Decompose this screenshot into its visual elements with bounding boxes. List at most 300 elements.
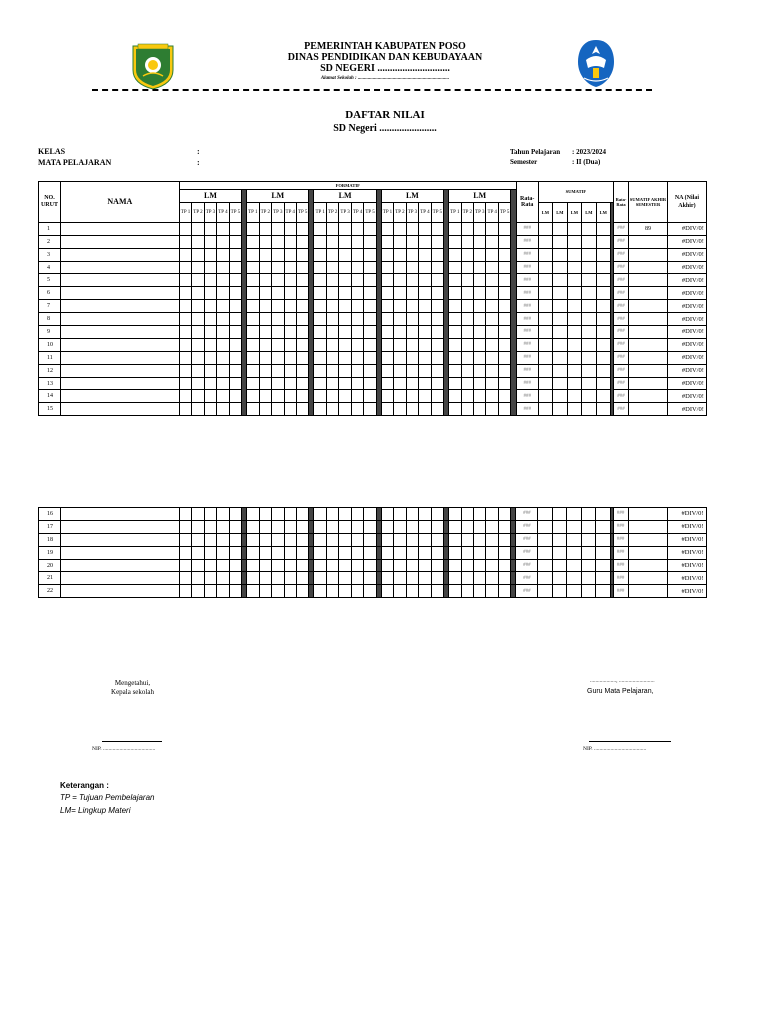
tp-score-cell[interactable] xyxy=(364,261,376,274)
tp-score-cell[interactable] xyxy=(351,300,363,313)
sumatif-lm-cell[interactable] xyxy=(582,403,596,416)
sumatif-lm-cell[interactable] xyxy=(582,338,596,351)
tp-score-cell[interactable] xyxy=(461,377,473,390)
tp-score-cell[interactable] xyxy=(284,520,296,533)
tp-score-cell[interactable] xyxy=(351,338,363,351)
tp-score-cell[interactable] xyxy=(204,520,216,533)
sumatif-lm-cell[interactable] xyxy=(582,261,596,274)
tp-score-cell[interactable] xyxy=(314,287,326,300)
student-name-cell[interactable] xyxy=(60,248,179,261)
tp-score-cell[interactable] xyxy=(179,326,191,339)
sumatif-lm-cell[interactable] xyxy=(596,585,610,598)
tp-score-cell[interactable] xyxy=(486,585,498,598)
tp-score-cell[interactable] xyxy=(284,287,296,300)
tp-score-cell[interactable] xyxy=(247,313,259,326)
tp-score-cell[interactable] xyxy=(394,287,406,300)
sumatif-lm-cell[interactable] xyxy=(552,508,566,521)
sumatif-lm-cell[interactable] xyxy=(538,533,552,546)
tp-score-cell[interactable] xyxy=(259,274,271,287)
tp-score-cell[interactable] xyxy=(486,390,498,403)
tp-score-cell[interactable] xyxy=(474,585,486,598)
sumatif-lm-cell[interactable] xyxy=(538,313,552,326)
tp-score-cell[interactable] xyxy=(461,326,473,339)
student-name-cell[interactable] xyxy=(60,235,179,248)
tp-score-cell[interactable] xyxy=(314,235,326,248)
tp-score-cell[interactable] xyxy=(179,546,191,559)
tp-score-cell[interactable] xyxy=(272,585,284,598)
tp-score-cell[interactable] xyxy=(474,364,486,377)
sumatif-lm-cell[interactable] xyxy=(553,338,567,351)
tp-score-cell[interactable] xyxy=(381,364,393,377)
tp-score-cell[interactable] xyxy=(431,222,443,235)
sumatif-lm-cell[interactable] xyxy=(596,222,610,235)
tp-score-cell[interactable] xyxy=(247,287,259,300)
sumatif-lm-cell[interactable] xyxy=(582,326,596,339)
tp-score-cell[interactable] xyxy=(326,222,338,235)
tp-score-cell[interactable] xyxy=(364,390,376,403)
student-name-cell[interactable] xyxy=(60,559,179,572)
tp-score-cell[interactable] xyxy=(179,572,191,585)
tp-score-cell[interactable] xyxy=(431,508,443,521)
tp-score-cell[interactable] xyxy=(419,313,431,326)
sumatif-lm-cell[interactable] xyxy=(596,235,610,248)
sumatif-lm-cell[interactable] xyxy=(553,403,567,416)
tp-score-cell[interactable] xyxy=(284,403,296,416)
tp-score-cell[interactable] xyxy=(247,559,259,572)
tp-score-cell[interactable] xyxy=(284,248,296,261)
tp-score-cell[interactable] xyxy=(474,261,486,274)
tp-score-cell[interactable] xyxy=(394,546,406,559)
tp-score-cell[interactable] xyxy=(381,572,393,585)
tp-score-cell[interactable] xyxy=(259,403,271,416)
tp-score-cell[interactable] xyxy=(406,390,418,403)
tp-score-cell[interactable] xyxy=(229,351,241,364)
tp-score-cell[interactable] xyxy=(192,248,204,261)
sas-cell[interactable] xyxy=(628,520,667,533)
tp-score-cell[interactable] xyxy=(449,287,461,300)
tp-score-cell[interactable] xyxy=(449,533,461,546)
sas-cell[interactable] xyxy=(629,313,668,326)
tp-score-cell[interactable] xyxy=(192,235,204,248)
sumatif-lm-cell[interactable] xyxy=(581,585,595,598)
tp-score-cell[interactable] xyxy=(394,261,406,274)
tp-score-cell[interactable] xyxy=(419,287,431,300)
sumatif-lm-cell[interactable] xyxy=(552,520,566,533)
tp-score-cell[interactable] xyxy=(217,261,229,274)
tp-score-cell[interactable] xyxy=(192,287,204,300)
tp-score-cell[interactable] xyxy=(326,300,338,313)
tp-score-cell[interactable] xyxy=(498,313,510,326)
sumatif-lm-cell[interactable] xyxy=(567,313,581,326)
sumatif-lm-cell[interactable] xyxy=(596,300,610,313)
tp-score-cell[interactable] xyxy=(486,248,498,261)
tp-score-cell[interactable] xyxy=(217,300,229,313)
sumatif-lm-cell[interactable] xyxy=(538,261,552,274)
tp-score-cell[interactable] xyxy=(486,261,498,274)
tp-score-cell[interactable] xyxy=(259,520,271,533)
sumatif-lm-cell[interactable] xyxy=(596,313,610,326)
tp-score-cell[interactable] xyxy=(351,585,363,598)
tp-score-cell[interactable] xyxy=(474,274,486,287)
sumatif-lm-cell[interactable] xyxy=(538,546,552,559)
sas-cell[interactable]: 89 xyxy=(629,222,668,235)
tp-score-cell[interactable] xyxy=(229,533,241,546)
tp-score-cell[interactable] xyxy=(296,287,308,300)
tp-score-cell[interactable] xyxy=(326,287,338,300)
student-name-cell[interactable] xyxy=(60,390,179,403)
tp-score-cell[interactable] xyxy=(217,222,229,235)
sumatif-lm-cell[interactable] xyxy=(581,559,595,572)
sumatif-lm-cell[interactable] xyxy=(567,520,581,533)
sumatif-lm-cell[interactable] xyxy=(582,248,596,261)
tp-score-cell[interactable] xyxy=(474,300,486,313)
tp-score-cell[interactable] xyxy=(351,559,363,572)
tp-score-cell[interactable] xyxy=(406,403,418,416)
tp-score-cell[interactable] xyxy=(272,235,284,248)
tp-score-cell[interactable] xyxy=(419,390,431,403)
sumatif-lm-cell[interactable] xyxy=(552,559,566,572)
tp-score-cell[interactable] xyxy=(364,364,376,377)
tp-score-cell[interactable] xyxy=(259,300,271,313)
tp-score-cell[interactable] xyxy=(364,520,376,533)
sumatif-lm-cell[interactable] xyxy=(582,222,596,235)
tp-score-cell[interactable] xyxy=(431,520,443,533)
tp-score-cell[interactable] xyxy=(498,559,510,572)
sumatif-lm-cell[interactable] xyxy=(567,222,581,235)
tp-score-cell[interactable] xyxy=(284,546,296,559)
sumatif-lm-cell[interactable] xyxy=(538,274,552,287)
sumatif-lm-cell[interactable] xyxy=(553,287,567,300)
tp-score-cell[interactable] xyxy=(272,351,284,364)
tp-score-cell[interactable] xyxy=(431,377,443,390)
tp-score-cell[interactable] xyxy=(461,546,473,559)
tp-score-cell[interactable] xyxy=(229,300,241,313)
tp-score-cell[interactable] xyxy=(217,533,229,546)
sumatif-lm-cell[interactable] xyxy=(538,559,552,572)
student-name-cell[interactable] xyxy=(60,520,179,533)
tp-score-cell[interactable] xyxy=(381,403,393,416)
tp-score-cell[interactable] xyxy=(179,351,191,364)
tp-score-cell[interactable] xyxy=(326,585,338,598)
tp-score-cell[interactable] xyxy=(474,313,486,326)
tp-score-cell[interactable] xyxy=(314,222,326,235)
sumatif-lm-cell[interactable] xyxy=(596,559,610,572)
tp-score-cell[interactable] xyxy=(394,222,406,235)
tp-score-cell[interactable] xyxy=(419,261,431,274)
tp-score-cell[interactable] xyxy=(326,572,338,585)
tp-score-cell[interactable] xyxy=(461,338,473,351)
tp-score-cell[interactable] xyxy=(179,274,191,287)
tp-score-cell[interactable] xyxy=(314,364,326,377)
tp-score-cell[interactable] xyxy=(419,377,431,390)
tp-score-cell[interactable] xyxy=(229,313,241,326)
tp-score-cell[interactable] xyxy=(351,351,363,364)
sumatif-lm-cell[interactable] xyxy=(582,364,596,377)
sumatif-lm-cell[interactable] xyxy=(538,326,552,339)
sumatif-lm-cell[interactable] xyxy=(552,572,566,585)
tp-score-cell[interactable] xyxy=(296,235,308,248)
tp-score-cell[interactable] xyxy=(296,326,308,339)
tp-score-cell[interactable] xyxy=(179,338,191,351)
tp-score-cell[interactable] xyxy=(204,546,216,559)
tp-score-cell[interactable] xyxy=(394,364,406,377)
tp-score-cell[interactable] xyxy=(364,403,376,416)
tp-score-cell[interactable] xyxy=(449,248,461,261)
tp-score-cell[interactable] xyxy=(449,274,461,287)
tp-score-cell[interactable] xyxy=(461,533,473,546)
tp-score-cell[interactable] xyxy=(272,533,284,546)
tp-score-cell[interactable] xyxy=(406,235,418,248)
tp-score-cell[interactable] xyxy=(296,364,308,377)
tp-score-cell[interactable] xyxy=(229,364,241,377)
tp-score-cell[interactable] xyxy=(229,559,241,572)
tp-score-cell[interactable] xyxy=(474,326,486,339)
tp-score-cell[interactable] xyxy=(179,313,191,326)
tp-score-cell[interactable] xyxy=(419,585,431,598)
tp-score-cell[interactable] xyxy=(498,546,510,559)
tp-score-cell[interactable] xyxy=(247,572,259,585)
tp-score-cell[interactable] xyxy=(351,572,363,585)
tp-score-cell[interactable] xyxy=(474,520,486,533)
tp-score-cell[interactable] xyxy=(351,313,363,326)
tp-score-cell[interactable] xyxy=(364,377,376,390)
tp-score-cell[interactable] xyxy=(272,403,284,416)
sumatif-lm-cell[interactable] xyxy=(567,546,581,559)
sumatif-lm-cell[interactable] xyxy=(596,326,610,339)
tp-score-cell[interactable] xyxy=(394,248,406,261)
tp-score-cell[interactable] xyxy=(406,300,418,313)
tp-score-cell[interactable] xyxy=(272,222,284,235)
tp-score-cell[interactable] xyxy=(296,313,308,326)
tp-score-cell[interactable] xyxy=(314,351,326,364)
sumatif-lm-cell[interactable] xyxy=(567,326,581,339)
tp-score-cell[interactable] xyxy=(247,222,259,235)
tp-score-cell[interactable] xyxy=(419,559,431,572)
tp-score-cell[interactable] xyxy=(431,287,443,300)
tp-score-cell[interactable] xyxy=(474,235,486,248)
sumatif-lm-cell[interactable] xyxy=(596,248,610,261)
tp-score-cell[interactable] xyxy=(247,585,259,598)
tp-score-cell[interactable] xyxy=(284,364,296,377)
sumatif-lm-cell[interactable] xyxy=(553,377,567,390)
tp-score-cell[interactable] xyxy=(314,559,326,572)
sumatif-lm-cell[interactable] xyxy=(596,287,610,300)
tp-score-cell[interactable] xyxy=(326,326,338,339)
sas-cell[interactable] xyxy=(629,351,668,364)
tp-score-cell[interactable] xyxy=(179,533,191,546)
tp-score-cell[interactable] xyxy=(431,390,443,403)
sas-cell[interactable] xyxy=(629,300,668,313)
tp-score-cell[interactable] xyxy=(486,274,498,287)
tp-score-cell[interactable] xyxy=(461,313,473,326)
tp-score-cell[interactable] xyxy=(247,338,259,351)
tp-score-cell[interactable] xyxy=(204,508,216,521)
tp-score-cell[interactable] xyxy=(381,326,393,339)
tp-score-cell[interactable] xyxy=(284,377,296,390)
student-name-cell[interactable] xyxy=(60,287,179,300)
tp-score-cell[interactable] xyxy=(449,300,461,313)
tp-score-cell[interactable] xyxy=(259,222,271,235)
tp-score-cell[interactable] xyxy=(449,403,461,416)
tp-score-cell[interactable] xyxy=(296,300,308,313)
tp-score-cell[interactable] xyxy=(406,313,418,326)
tp-score-cell[interactable] xyxy=(364,300,376,313)
tp-score-cell[interactable] xyxy=(406,287,418,300)
sumatif-lm-cell[interactable] xyxy=(552,546,566,559)
sas-cell[interactable] xyxy=(628,533,667,546)
tp-score-cell[interactable] xyxy=(449,520,461,533)
tp-score-cell[interactable] xyxy=(284,559,296,572)
tp-score-cell[interactable] xyxy=(339,235,351,248)
student-name-cell[interactable] xyxy=(60,338,179,351)
sumatif-lm-cell[interactable] xyxy=(538,585,552,598)
tp-score-cell[interactable] xyxy=(296,585,308,598)
tp-score-cell[interactable] xyxy=(179,287,191,300)
tp-score-cell[interactable] xyxy=(381,287,393,300)
sumatif-lm-cell[interactable] xyxy=(567,390,581,403)
tp-score-cell[interactable] xyxy=(247,377,259,390)
tp-score-cell[interactable] xyxy=(351,235,363,248)
tp-score-cell[interactable] xyxy=(498,520,510,533)
tp-score-cell[interactable] xyxy=(406,572,418,585)
tp-score-cell[interactable] xyxy=(272,559,284,572)
student-name-cell[interactable] xyxy=(60,364,179,377)
tp-score-cell[interactable] xyxy=(272,364,284,377)
sumatif-lm-cell[interactable] xyxy=(596,533,610,546)
sumatif-lm-cell[interactable] xyxy=(538,508,552,521)
tp-score-cell[interactable] xyxy=(204,572,216,585)
tp-score-cell[interactable] xyxy=(284,274,296,287)
sumatif-lm-cell[interactable] xyxy=(552,585,566,598)
tp-score-cell[interactable] xyxy=(259,248,271,261)
tp-score-cell[interactable] xyxy=(192,377,204,390)
tp-score-cell[interactable] xyxy=(486,508,498,521)
tp-score-cell[interactable] xyxy=(339,326,351,339)
tp-score-cell[interactable] xyxy=(179,403,191,416)
sas-cell[interactable] xyxy=(629,377,668,390)
tp-score-cell[interactable] xyxy=(217,313,229,326)
tp-score-cell[interactable] xyxy=(229,274,241,287)
tp-score-cell[interactable] xyxy=(284,313,296,326)
tp-score-cell[interactable] xyxy=(394,585,406,598)
tp-score-cell[interactable] xyxy=(381,313,393,326)
tp-score-cell[interactable] xyxy=(314,520,326,533)
tp-score-cell[interactable] xyxy=(394,377,406,390)
tp-score-cell[interactable] xyxy=(461,390,473,403)
tp-score-cell[interactable] xyxy=(449,326,461,339)
tp-score-cell[interactable] xyxy=(351,364,363,377)
tp-score-cell[interactable] xyxy=(498,377,510,390)
tp-score-cell[interactable] xyxy=(381,390,393,403)
tp-score-cell[interactable] xyxy=(217,351,229,364)
tp-score-cell[interactable] xyxy=(381,520,393,533)
tp-score-cell[interactable] xyxy=(351,508,363,521)
tp-score-cell[interactable] xyxy=(474,533,486,546)
student-name-cell[interactable] xyxy=(60,533,179,546)
tp-score-cell[interactable] xyxy=(339,338,351,351)
sumatif-lm-cell[interactable] xyxy=(582,377,596,390)
sumatif-lm-cell[interactable] xyxy=(581,520,595,533)
sas-cell[interactable] xyxy=(629,338,668,351)
tp-score-cell[interactable] xyxy=(259,559,271,572)
tp-score-cell[interactable] xyxy=(314,390,326,403)
tp-score-cell[interactable] xyxy=(229,572,241,585)
tp-score-cell[interactable] xyxy=(406,377,418,390)
tp-score-cell[interactable] xyxy=(204,533,216,546)
tp-score-cell[interactable] xyxy=(474,546,486,559)
tp-score-cell[interactable] xyxy=(259,261,271,274)
tp-score-cell[interactable] xyxy=(296,533,308,546)
tp-score-cell[interactable] xyxy=(351,248,363,261)
tp-score-cell[interactable] xyxy=(204,351,216,364)
tp-score-cell[interactable] xyxy=(179,222,191,235)
tp-score-cell[interactable] xyxy=(394,533,406,546)
tp-score-cell[interactable] xyxy=(406,274,418,287)
tp-score-cell[interactable] xyxy=(229,585,241,598)
tp-score-cell[interactable] xyxy=(474,338,486,351)
tp-score-cell[interactable] xyxy=(498,390,510,403)
sumatif-lm-cell[interactable] xyxy=(567,585,581,598)
tp-score-cell[interactable] xyxy=(339,533,351,546)
sumatif-lm-cell[interactable] xyxy=(567,533,581,546)
tp-score-cell[interactable] xyxy=(339,559,351,572)
tp-score-cell[interactable] xyxy=(486,222,498,235)
tp-score-cell[interactable] xyxy=(192,261,204,274)
sas-cell[interactable] xyxy=(629,287,668,300)
tp-score-cell[interactable] xyxy=(217,390,229,403)
sumatif-lm-cell[interactable] xyxy=(538,390,552,403)
tp-score-cell[interactable] xyxy=(474,559,486,572)
tp-score-cell[interactable] xyxy=(204,390,216,403)
tp-score-cell[interactable] xyxy=(314,533,326,546)
tp-score-cell[interactable] xyxy=(272,300,284,313)
tp-score-cell[interactable] xyxy=(474,248,486,261)
tp-score-cell[interactable] xyxy=(326,351,338,364)
tp-score-cell[interactable] xyxy=(272,546,284,559)
student-name-cell[interactable] xyxy=(60,351,179,364)
tp-score-cell[interactable] xyxy=(204,261,216,274)
tp-score-cell[interactable] xyxy=(217,364,229,377)
tp-score-cell[interactable] xyxy=(204,300,216,313)
tp-score-cell[interactable] xyxy=(351,546,363,559)
sumatif-lm-cell[interactable] xyxy=(567,248,581,261)
tp-score-cell[interactable] xyxy=(284,261,296,274)
tp-score-cell[interactable] xyxy=(461,364,473,377)
tp-score-cell[interactable] xyxy=(259,572,271,585)
tp-score-cell[interactable] xyxy=(217,338,229,351)
tp-score-cell[interactable] xyxy=(449,351,461,364)
tp-score-cell[interactable] xyxy=(204,559,216,572)
tp-score-cell[interactable] xyxy=(339,390,351,403)
tp-score-cell[interactable] xyxy=(364,274,376,287)
tp-score-cell[interactable] xyxy=(192,326,204,339)
tp-score-cell[interactable] xyxy=(326,508,338,521)
tp-score-cell[interactable] xyxy=(229,377,241,390)
student-name-cell[interactable] xyxy=(60,222,179,235)
sumatif-lm-cell[interactable] xyxy=(581,533,595,546)
sumatif-lm-cell[interactable] xyxy=(567,377,581,390)
tp-score-cell[interactable] xyxy=(394,390,406,403)
tp-score-cell[interactable] xyxy=(381,248,393,261)
sumatif-lm-cell[interactable] xyxy=(596,351,610,364)
tp-score-cell[interactable] xyxy=(192,338,204,351)
tp-score-cell[interactable] xyxy=(204,403,216,416)
tp-score-cell[interactable] xyxy=(192,300,204,313)
tp-score-cell[interactable] xyxy=(314,261,326,274)
tp-score-cell[interactable] xyxy=(419,300,431,313)
sumatif-lm-cell[interactable] xyxy=(596,508,610,521)
tp-score-cell[interactable] xyxy=(339,572,351,585)
